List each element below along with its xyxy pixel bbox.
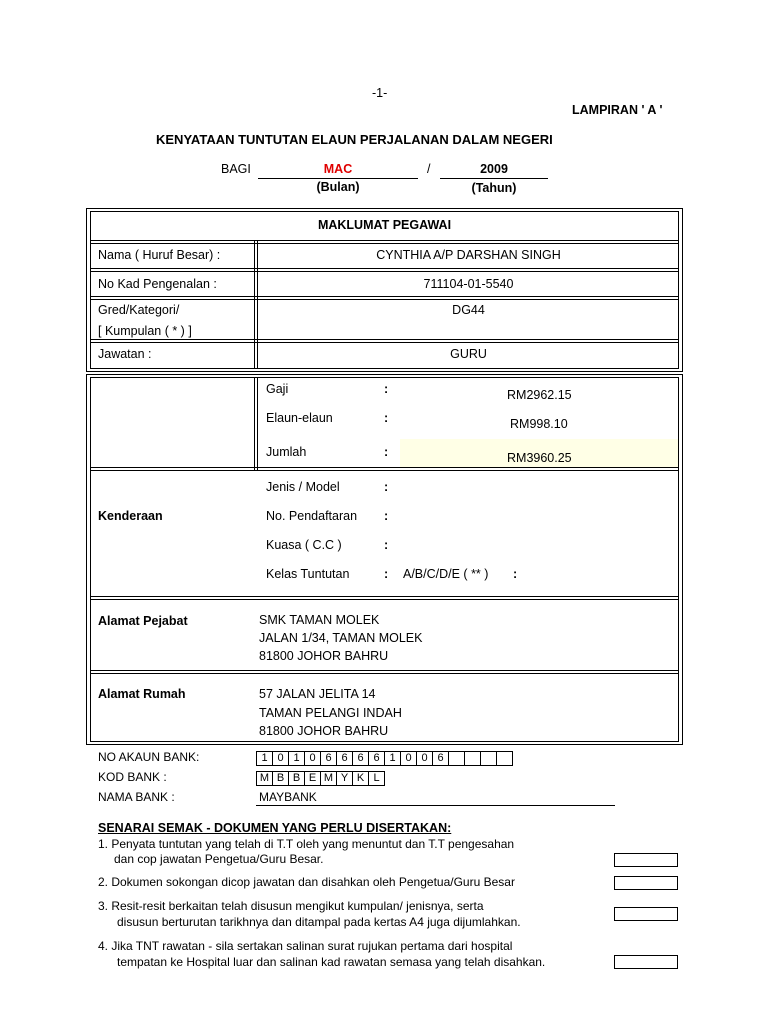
period-for-label: BAGI	[221, 162, 251, 176]
account-label: NO AKAUN BANK:	[98, 750, 200, 764]
row-divider	[90, 342, 679, 343]
account-digit: 6	[369, 752, 385, 766]
checklist-item1-line1: 1. Penyata tuntutan yang telah di T.T oleh yang menuntut dan T.T pengesahan	[98, 837, 515, 851]
month-caption: (Bulan)	[316, 180, 360, 194]
vehicle-class-options: A/B/C/D/E ( ** )	[403, 567, 489, 581]
row-divider	[90, 596, 679, 597]
bank-name-value: MAYBANK	[259, 790, 317, 804]
row-divider	[90, 268, 679, 269]
checklist-box-2[interactable]	[614, 876, 678, 890]
account-digit	[465, 752, 481, 766]
vehicle-class-label: Kelas Tuntutan	[266, 567, 350, 581]
checklist-box-1[interactable]	[614, 853, 678, 867]
account-digit	[497, 752, 513, 766]
row-divider	[90, 470, 679, 471]
vehicle-reg-colon: :	[384, 509, 389, 523]
checklist-item2: 2. Dokumen sokongan dicop jawatan dan disahkan oleh Pengetua/Guru Besar	[98, 875, 515, 889]
account-digit: 6	[337, 752, 353, 766]
allowance-value: RM998.10	[510, 417, 568, 431]
account-digit: 1	[385, 752, 401, 766]
total-colon: :	[384, 445, 389, 459]
account-digit: 6	[433, 752, 449, 766]
account-digit: 1	[289, 752, 305, 766]
salary-value: RM2962.15	[507, 388, 572, 402]
checklist-item4-line2: tempatan ke Hospital luar dan salinan kad rawatan semasa yang telah disahkan.	[117, 955, 546, 969]
month-underline	[258, 178, 418, 179]
checklist-item1-line2: dan cop jawatan Pengetua/Guru Besar.	[114, 852, 324, 866]
account-digit: 1	[257, 752, 273, 766]
checklist-item4-line1: 4. Jika TNT rawatan - sila sertakan salinan surat rujukan pertama dari hospital	[98, 939, 513, 953]
period-year-value: 2009	[480, 162, 508, 176]
bank-code-char: B	[289, 772, 305, 786]
officer-heading: MAKLUMAT PEGAWAI	[317, 218, 452, 232]
office-address-line2: JALAN 1/34, TAMAN MOLEK	[259, 631, 423, 645]
position-label: Jawatan :	[98, 347, 152, 361]
bank-code-label: KOD BANK :	[98, 770, 167, 784]
vehicle-reg-label: No. Pendaftaran	[266, 509, 358, 523]
checklist-item3-line1: 3. Resit-resit berkaitan telah disusun mengikut kumpulan/ jenisnya, serta	[98, 899, 484, 913]
salary-colon: :	[384, 382, 389, 396]
row-divider	[90, 599, 679, 600]
position-value: GURU	[450, 347, 487, 361]
vehicle-type-colon: :	[384, 480, 389, 494]
row-divider	[90, 673, 679, 674]
salary-label: Gaji	[266, 382, 289, 396]
account-digit	[481, 752, 497, 766]
row-divider	[90, 243, 679, 244]
account-digit: 6	[353, 752, 369, 766]
name-label: Nama ( Huruf Besar) :	[98, 248, 221, 262]
account-number-boxes	[256, 751, 513, 766]
row-divider	[90, 299, 679, 300]
vehicle-class-colon-2: :	[513, 567, 518, 581]
vehicle-power-colon: :	[384, 538, 389, 552]
row-divider	[90, 296, 679, 297]
vehicle-class-colon: :	[384, 567, 389, 581]
total-label: Jumlah	[266, 445, 307, 459]
period-month-value: MAC	[323, 162, 353, 176]
account-digit: 6	[321, 752, 337, 766]
annex-label: LAMPIRAN ' A '	[572, 103, 663, 117]
column-divider	[254, 240, 255, 369]
row-divider	[90, 339, 679, 340]
row-divider	[90, 271, 679, 272]
home-address-heading: Alamat Rumah	[98, 687, 186, 701]
grade-label-line2: [ Kumpulan ( * ) ]	[98, 324, 192, 338]
account-digit: 0	[417, 752, 433, 766]
column-divider	[254, 377, 255, 470]
row-divider	[90, 467, 679, 468]
checklist-box-3[interactable]	[614, 907, 678, 921]
bank-code-char: K	[353, 772, 369, 786]
period-separator: /	[427, 162, 431, 176]
vehicle-heading: Kenderaan	[98, 509, 163, 523]
vehicle-type-label: Jenis / Model	[266, 480, 340, 494]
bank-code-char: M	[257, 772, 273, 786]
account-digit: 0	[305, 752, 321, 766]
bank-name-label: NAMA BANK :	[98, 790, 175, 804]
bank-code-char: E	[305, 772, 321, 786]
office-address-heading: Alamat Pejabat	[98, 614, 188, 628]
name-value: CYNTHIA A/P DARSHAN SINGH	[376, 248, 561, 262]
year-caption: (Tahun)	[471, 181, 517, 195]
bank-code-boxes	[256, 771, 385, 786]
bank-code-char: B	[273, 772, 289, 786]
ic-label: No Kad Pengenalan :	[98, 277, 217, 291]
home-address-line3: 81800 JOHOR BAHRU	[259, 724, 389, 738]
office-address-line3: 81800 JOHOR BAHRU	[259, 649, 389, 663]
column-divider	[257, 377, 258, 470]
account-digit	[449, 752, 465, 766]
home-address-line1: 57 JALAN JELITA 14	[259, 687, 376, 701]
total-value: RM3960.25	[507, 451, 572, 465]
grade-value: DG44	[452, 303, 485, 317]
year-underline	[440, 178, 548, 179]
ic-value: 711104-01-5540	[423, 277, 514, 291]
allowance-colon: :	[384, 411, 389, 425]
page-number: -1-	[372, 86, 388, 100]
allowance-label: Elaun-elaun	[266, 411, 333, 425]
bank-name-underline	[256, 805, 615, 806]
document-title: KENYATAAN TUNTUTAN ELAUN PERJALANAN DALAM NEGERI	[156, 132, 553, 147]
checklist-box-4[interactable]	[614, 955, 678, 969]
office-address-line1: SMK TAMAN MOLEK	[259, 613, 380, 627]
bank-code-char: Y	[337, 772, 353, 786]
account-digit: 0	[401, 752, 417, 766]
checklist-item3-line2: disusun berturutan tarikhnya dan ditampal pada kertas A4 juga dijumlahkan.	[117, 915, 521, 929]
home-address-line2: TAMAN PELANGI INDAH	[259, 706, 402, 720]
grade-label-line1: Gred/Kategori/	[98, 303, 180, 317]
row-divider	[90, 670, 679, 671]
bank-code-char: M	[321, 772, 337, 786]
account-digit: 0	[273, 752, 289, 766]
checklist-heading: SENARAI SEMAK - DOKUMEN YANG PERLU DISERTAKAN:	[98, 821, 452, 835]
vehicle-power-label: Kuasa ( C.C )	[266, 538, 342, 552]
row-divider	[90, 240, 679, 241]
bank-code-char: L	[369, 772, 385, 786]
